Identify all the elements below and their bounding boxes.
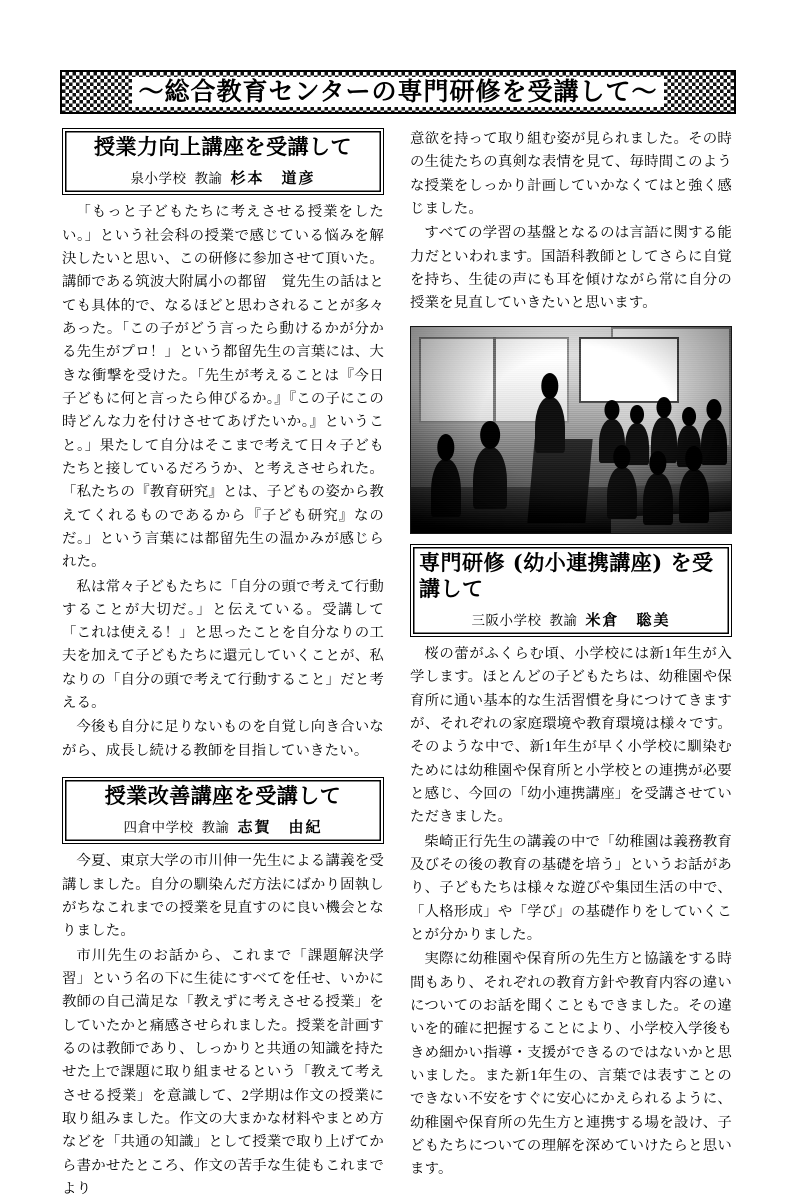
article-3-header [410, 544, 732, 638]
article-2-continuation-2: すべての学習の基盤となるのは言語に関する能力だといわれます。国語科教師としてさらに自覚を持ち、生徒の声にも耳を傾けながら常に自分の授業を見直していきたいと思います。 [410, 225, 732, 312]
article-3-byline [419, 609, 723, 630]
article-2-paragraph-2: 市川先生のお話から、これまで「課題解決学習」という名の下に生徒にすべてを任せ、いかに教師の自己満足な「教えずに考えさせる授業」をしていたかと痛感させられました。授業を計画するのは教師であり、しっかりと共通の知識を持たせた上で課題に取り組ませるという「教えて考えさせる授業」を意識して、2学期は作文の授業に取り組みました。作文の大まかな材料やまとめ方などを「共通の知識」として授業で取り上げてから書かせたところ、作文の苦手な生徒もこれまでより [62, 947, 384, 1197]
article-2-headline: 授業改善講座を受講して [104, 783, 342, 809]
right-column [410, 128, 732, 1183]
article-1-byline [71, 167, 375, 188]
article-3-paragraph-1: 桜の蕾がふくらむ頃、小学校には新1年生が入学します。ほとんどの子どもたちは、幼稚園や保育所に通い基本的な生活習慣を身につけてきますが、それぞれの家庭環境や教育環境は様々です。そのような中で、新1年生が早く小学校に馴染むためには幼稚園や保育所と小学校との連携が必要と感じ、今回の「幼小連携講座」を受講させていただきました。 [410, 646, 732, 826]
article-1-paragraph-2: 私は常々子どもたちに「自分の頭で考えて行動することが大切だ。」と伝えている。受講して「これは使える！」と思ったことを自分なりの工夫を加えて子どもたちに還元していくことが、私なりの「自分の頭で考えて行動すること」だと考える。 [62, 578, 384, 712]
article-2-byline [71, 816, 375, 837]
article-1-school: 泉小学校 [130, 171, 187, 187]
article-2-role: 教諭 [201, 820, 230, 836]
article-3-paragraph-2: 柴崎正行先生の講義の中で「幼稚園は義務教育及びその後の教育の基礎を培う」というお話があり、子どもたちは様々な遊びや集団生活の中で、「人格形成」や「学び」の基礎作りをしていくことが分かりました。 [410, 833, 732, 944]
article-2-continuation-1: 意欲を持って取り組む姿が見られました。その時の生徒たちの真剣な表情を見て、毎時間このような授業をしっかり計画していかなくてはと強く感じました。 [410, 131, 732, 217]
article-2-name: 志賀 由紀 [237, 820, 323, 837]
masthead-banner [60, 70, 736, 114]
article-1-paragraph-3: 今後も自分に足りないものを自覚し向き合いながら、成長し続ける教師を目指していきたい。 [62, 719, 384, 759]
article-3-school: 三阪小学校 [471, 613, 542, 629]
article-1-role: 教諭 [194, 171, 223, 187]
article-2-header [62, 777, 384, 844]
left-column [62, 128, 384, 1202]
lecture-room-photo [410, 326, 732, 534]
article-3-paragraph-3: 実際に幼稚園や保育所の先生方と協議をする時間もあり、それぞれの教育方針や教育内容の違いについてのお話を聞くこともできました。その違いを的確に把握することにより、小学校入学後もきめ細かい指導・支援ができるのではないかと思いました。また新1年生の、言葉では表すことのできない不安をすぐに安心にかえられるように、幼稚園や保育所の先生方と連携する場を設け、子どもたちについての理解を深めていけたらと思います。 [410, 951, 732, 1178]
article-1-headline: 授業力向上講座を受講して [94, 134, 352, 159]
article-1-paragraph-1: 「もっと子どもたちに考えさせる授業をしたい。」という社会科の授業で感じている悩みを解決したいと思い、この研修に参加させて頂いた。講師である筑波大附属小の都留 覚先生の話はとても具体的で、なるほどと思わされることが多々あった。「この子がどう言ったら動けるかが分かる先生がプロ！」という都留先生の言葉には、大きな衝撃を受けた。「先生が考えることは『今日子どもに何と言ったら伸びるか。』『この子にこの時どんな力を付けさせてあげたいか。』ということ。」果たして自分はそこまで考えて日々子どもたちと接しているだろうか、と考えさせられた。「私たちの『教育研究』とは、子どもの姿から教えてくれるものであるから『子ども研究』なのだ。」という言葉には都留先生の温かみが感じられた。 [62, 204, 384, 571]
photo-vignette [411, 327, 731, 533]
article-1-name: 杉本 道彦 [230, 171, 316, 188]
masthead-title: ～総合教育センターの専門研修を受講して～ [132, 77, 663, 107]
article-1-header [62, 128, 384, 195]
article-3-role: 教諭 [549, 613, 578, 629]
article-3-headline: 専門研修 (幼小連携講座) を受講して [419, 549, 714, 601]
article-2-paragraph-1: 今夏、東京大学の市川伸一先生による講義を受講しました。自分の馴染んだ方法にばかり固執しがちなこれまでの授業を見直すのに良い機会となりました。 [62, 853, 384, 940]
article-2-school: 四倉中学校 [123, 820, 194, 836]
article-3-name: 米倉 聡美 [585, 613, 671, 630]
